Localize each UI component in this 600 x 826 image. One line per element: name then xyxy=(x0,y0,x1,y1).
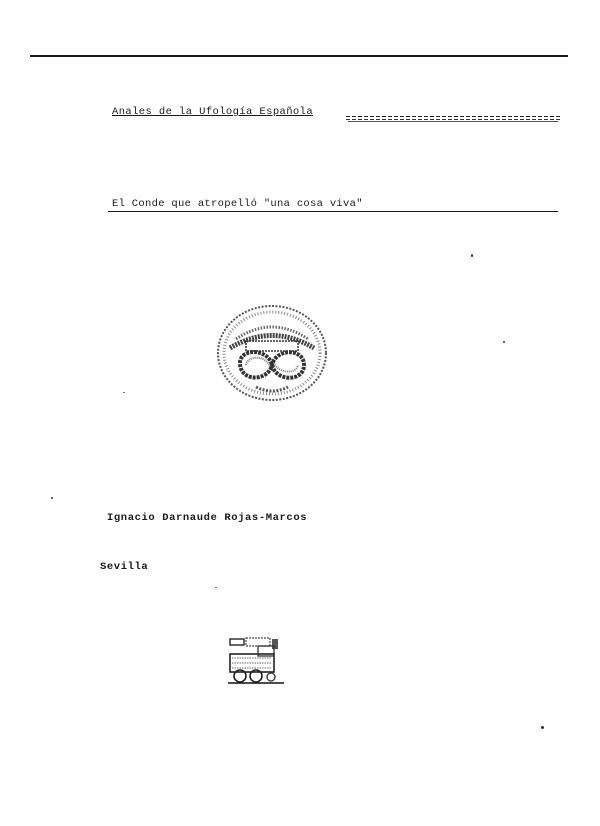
scan-speck xyxy=(51,497,53,499)
scan-speck xyxy=(471,254,473,257)
scan-speck xyxy=(541,726,544,729)
scan-speck xyxy=(123,392,125,393)
scan-speck xyxy=(503,341,505,343)
seal-icon xyxy=(216,303,328,403)
scan-speck xyxy=(215,587,217,588)
city-name: Sevilla xyxy=(100,561,149,573)
series-title: Anales de la Ufología Española xyxy=(112,106,314,118)
train-icon xyxy=(226,636,286,686)
title-underline xyxy=(108,211,558,212)
series-title-underline-fill xyxy=(346,116,560,121)
author-name: Ignacio Darnaude Rojas-Marcos xyxy=(107,512,308,524)
document-title: El Conde que atropelló "una cosa viva" xyxy=(112,198,363,210)
top-rule xyxy=(30,55,568,57)
